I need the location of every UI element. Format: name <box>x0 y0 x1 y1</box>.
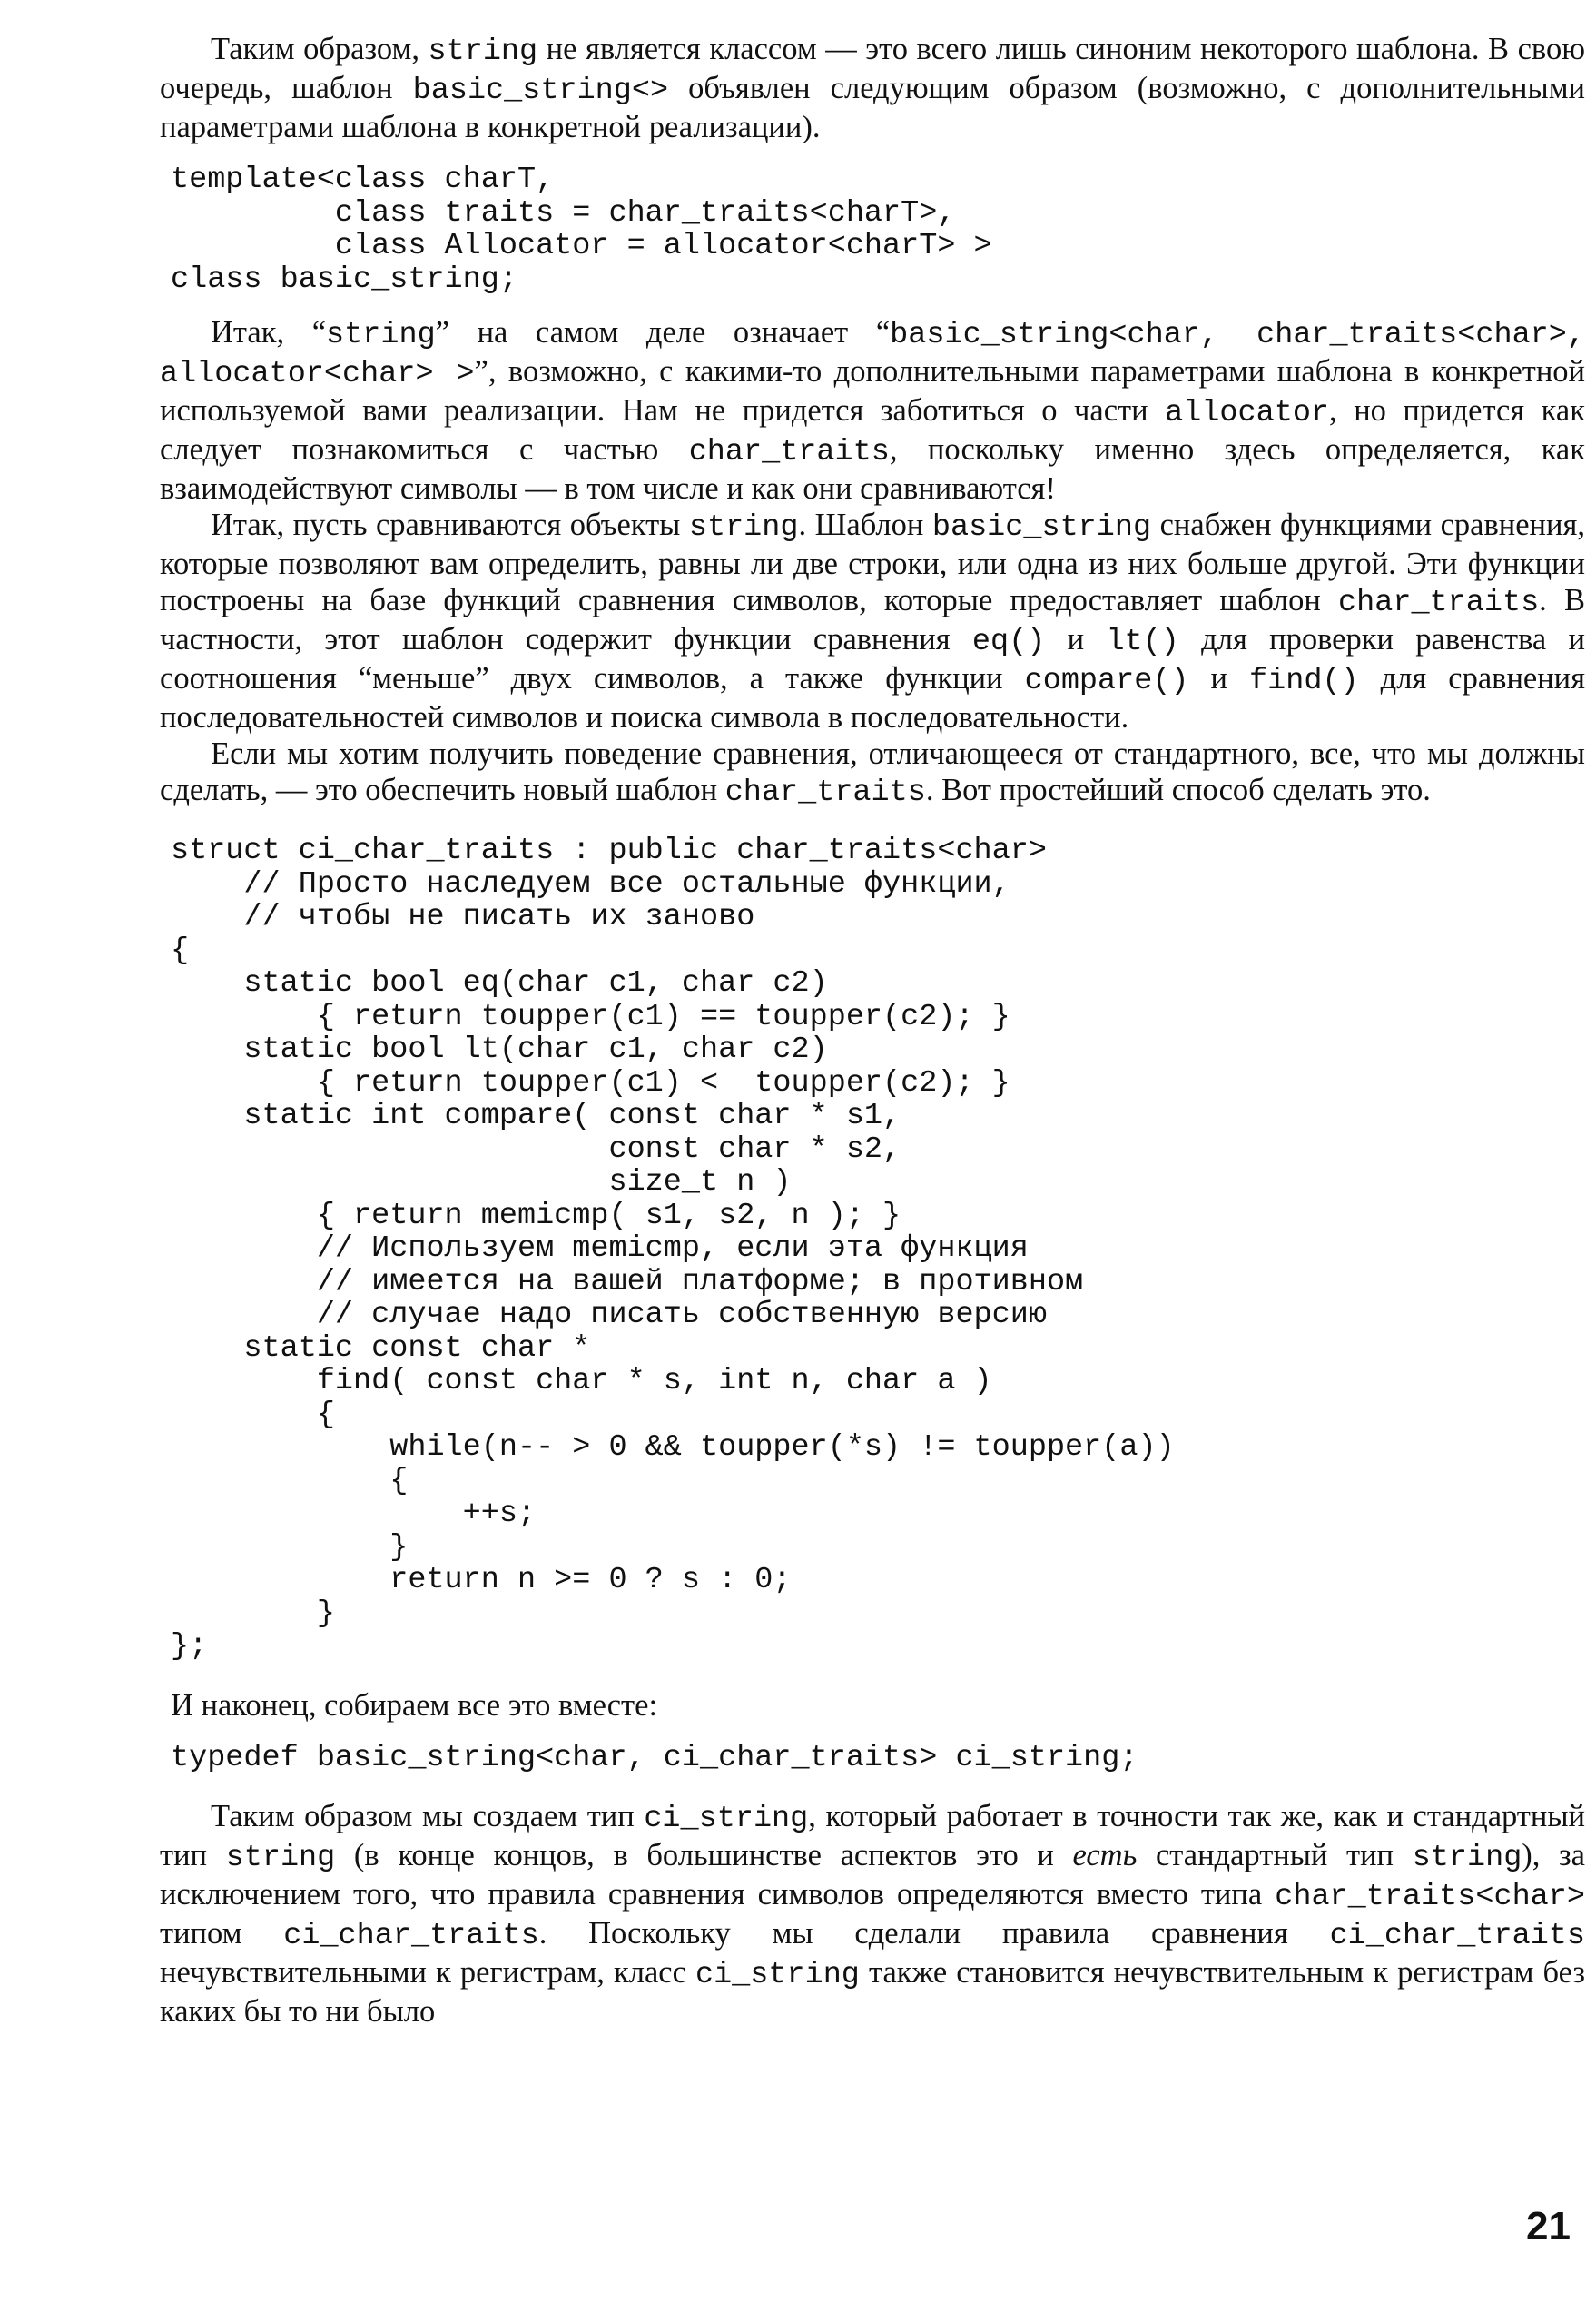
code-term: char_traits <box>1338 586 1540 620</box>
paragraph-1 <box>160 31 1585 145</box>
text: . В частности, этот шаблон содержит функции сравнения <box>160 583 1585 657</box>
text: . Вот простейший способ сделать это. <box>925 773 1431 807</box>
text: для сравнения последовательностей символов и поиска символа в последовательности. <box>160 661 1586 735</box>
code-term: allocator <box>1165 396 1330 430</box>
text: и <box>1188 661 1250 696</box>
text: объявлен следующим образом (возможно, с дополнительными параметрами шаблона в конкретной реализации). <box>160 71 1585 144</box>
code-term: string <box>326 318 436 352</box>
paragraph-2 <box>160 314 1585 507</box>
code-term: basic_string <box>931 510 1152 545</box>
code-term: ci_string <box>644 1802 809 1836</box>
text: , который работает в точности так же, как и стандартный тип <box>160 1799 1585 1872</box>
code-term: char_traits <box>688 435 890 469</box>
text: Если мы хотим получить поведение сравнения, отличающееся от стандартного, все, что мы должны сделать, — это обеспечить новый шаблон <box>160 736 1585 807</box>
code-term: char_traits<char> <box>1275 1880 1585 1914</box>
code-term: basic_string<> <box>412 74 669 108</box>
code-term: find() <box>1249 664 1359 698</box>
text: ” на самом деле означает “ <box>435 315 891 350</box>
code-term: string <box>688 510 799 545</box>
code-term: char_traits <box>724 776 926 810</box>
code-block-ci-char-traits: struct ci_char_traits : public char_traits<char> // Просто наследуем все остальные функции, // чтобы не писать их заново { static bool eq(char c1, char c2) { return toupper(c1) == toupper(c2); } static bool lt(char c1, char c2) { return toupper(c1) < toupper(c2); } static int compare( const char * s1, const char * s2, size_t n ) { return memicmp( s1, s2, n ); } // Используем memicmp, если эта функция // имеется на вашей платформе; в противном // случае надо писать собственную версию static const char * find( const char * s, int n, char a ) { while(n-- > 0 && toupper(*s) != toupper(a)) { ++s; } return n >= 0 ? s : 0; } }; <box>171 834 1175 1664</box>
code-term: compare() <box>1024 664 1189 698</box>
text: не является классом — это всего лишь синоним некоторого шаблона. В свою очередь, шаблон <box>160 32 1585 105</box>
code-term: ci_char_traits <box>1329 1919 1586 1953</box>
text: Таким образом, <box>211 32 429 66</box>
text: (в конце концов, в большинстве аспектов это и <box>335 1838 1073 1872</box>
text: нечувствительными к регистрам, класс <box>160 1955 695 1990</box>
text: стандартный тип <box>1137 1838 1413 1872</box>
text: типом <box>160 1916 284 1951</box>
text: , поскольку именно здесь определяется, как взаимодействуют символы — в том числе и как они сравниваются! <box>160 432 1585 506</box>
paragraph-4 <box>160 736 1585 811</box>
emphasis: есть <box>1072 1838 1138 1872</box>
paragraph-6 <box>160 1798 1585 2030</box>
text: и <box>1045 622 1107 657</box>
text: Таким образом мы создаем тип <box>211 1799 645 1833</box>
text: Итак, “ <box>211 315 327 350</box>
text: для проверки равенства и соотношения “меньше” двух символов, а также функции <box>160 622 1586 696</box>
code-term: eq() <box>971 625 1046 659</box>
code-term: basic_string<char, char_traits<char>, allocator<char> > <box>160 318 1585 391</box>
text: также становится нечувствительным к регистрам без каких бы то ни было <box>160 1955 1585 2029</box>
page-number: 21 <box>1526 2204 1571 2248</box>
code-term: string <box>225 1841 336 1875</box>
code-block-typedef: typedef basic_string<char, ci_char_traits> ci_string; <box>171 1740 1138 1775</box>
code-term: lt() <box>1106 625 1179 659</box>
code-term: ci_string <box>695 1958 860 1992</box>
paragraph-5: И наконец, собираем все это вместе: <box>171 1687 658 1723</box>
text: ), за исключением того, что правила сравнения символов определяются вместо типа <box>160 1838 1585 1912</box>
text: Итак, пусть сравниваются объекты <box>211 508 689 542</box>
paragraph-3 <box>160 507 1585 736</box>
text: ”, возможно, с какими-то дополнительными параметрами шаблона в конкретной используемой вами реализации. Нам не придется заботиться о части <box>160 354 1586 428</box>
code-term: string <box>1412 1841 1522 1875</box>
text: . Поскольку мы сделали правила сравнения <box>538 1916 1330 1951</box>
text: , но придется как следует познакомиться с частью <box>160 393 1585 467</box>
page-content <box>160 31 1585 2030</box>
code-term: string <box>428 35 538 69</box>
text: . Шаблон <box>798 508 932 542</box>
text: снабжен функциями сравнения, которые позволяют вам определить, равны ли две строки, или одна из них больше другой. Эти функции построены на базе функций сравнения символов, которые предоставляет шаблон <box>160 508 1585 617</box>
code-term: ci_char_traits <box>283 1919 539 1953</box>
code-block-template-decl: template<class charT, class traits = char_traits<charT>, class Allocator = allocator<charT> > class basic_string; <box>171 163 992 297</box>
